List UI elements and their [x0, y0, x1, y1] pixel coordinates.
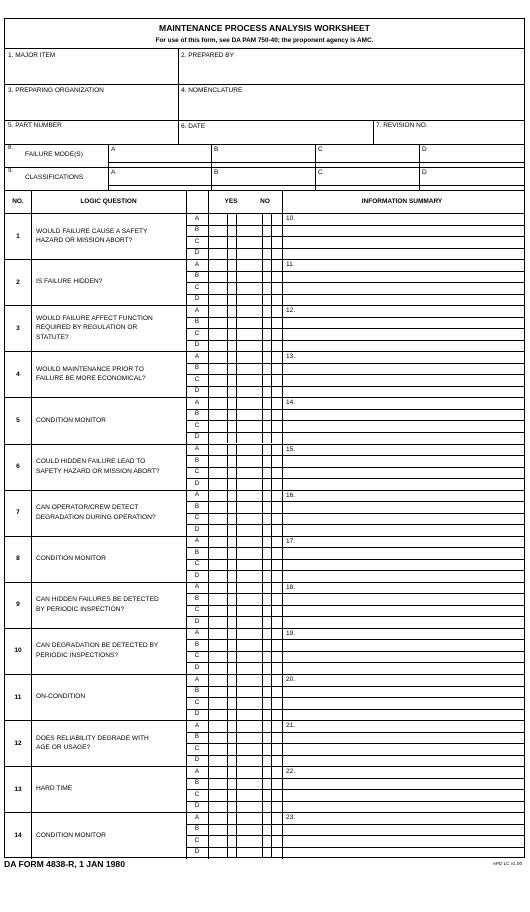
yes-checkbox[interactable]: [227, 789, 237, 801]
information-summary-number: 19.: [286, 629, 296, 637]
no-checkbox[interactable]: [262, 697, 272, 709]
form-identifier: DA FORM 4838-R, 1 JAN 1980: [4, 859, 125, 869]
no-checkbox[interactable]: [262, 743, 272, 755]
yes-checkbox[interactable]: [227, 455, 237, 467]
mode-letter: D: [194, 387, 200, 395]
no-checkbox[interactable]: [262, 513, 272, 525]
information-summary-field[interactable]: [284, 491, 520, 535]
yes-checkbox[interactable]: [227, 363, 237, 375]
no-checkbox[interactable]: [262, 374, 272, 386]
information-summary-field[interactable]: [284, 306, 520, 350]
mode-letter: A: [194, 721, 200, 729]
yes-checkbox[interactable]: [227, 513, 237, 525]
mode-letter: C: [194, 744, 200, 752]
row-number: 8: [16, 555, 20, 563]
yes-checkbox[interactable]: [227, 420, 237, 432]
no-checkbox[interactable]: [262, 801, 272, 813]
yes-checkbox[interactable]: [227, 709, 237, 721]
yes-checkbox[interactable]: [227, 282, 237, 294]
classification-field-d[interactable]: [421, 176, 520, 189]
yes-checkbox[interactable]: [227, 236, 237, 248]
mode-letter: B: [194, 640, 200, 648]
logic-question-text: CAN DEGRADATION BE DETECTED BY PERIODIC INSPECTIONS?: [36, 642, 159, 659]
yes-checkbox[interactable]: [227, 490, 237, 502]
no-checkbox[interactable]: [262, 778, 272, 790]
no-checkbox[interactable]: [262, 662, 272, 674]
no-checkbox[interactable]: [262, 351, 272, 363]
part-number-field[interactable]: [7, 129, 175, 143]
row-number: 12: [14, 739, 22, 747]
logic-question-text: CONDITION MONITOR: [36, 416, 106, 424]
yes-checkbox[interactable]: [227, 651, 237, 663]
part-number-label: 5. PART NUMBER: [8, 122, 62, 129]
major-item-field[interactable]: [7, 59, 175, 83]
mode-letter: A: [194, 583, 200, 591]
mode-letter: C: [194, 514, 200, 522]
yes-checkbox[interactable]: [227, 397, 237, 409]
no-checkbox[interactable]: [262, 386, 272, 398]
information-summary-number: 18.: [286, 583, 296, 591]
date-field[interactable]: [181, 129, 371, 143]
prepared-by-label: 2. PREPARED BY: [181, 52, 234, 59]
date-label: 6. DATE: [181, 123, 206, 130]
failure-mode-field-a[interactable]: [110, 153, 209, 166]
information-summary-number: 12.: [286, 307, 296, 315]
no-checkbox[interactable]: [262, 305, 272, 317]
yes-checkbox[interactable]: [227, 686, 237, 698]
mode-letter: A: [194, 260, 200, 268]
failure-mode-field-d[interactable]: [421, 153, 520, 166]
logic-question-text: WOULD FAILURE CAUSE A SAFETY HAZARD OR MISSION ABORT?: [36, 227, 148, 245]
mode-letter: B: [194, 226, 200, 234]
yes-checkbox[interactable]: [227, 755, 237, 767]
mode-letter: B: [194, 318, 200, 326]
no-checkbox[interactable]: [262, 317, 272, 329]
no-checkbox[interactable]: [262, 547, 272, 559]
mode-letter: B: [194, 548, 200, 556]
preparing-organization-field[interactable]: [7, 95, 175, 119]
information-summary-field[interactable]: [284, 537, 520, 581]
mode-letter: B: [194, 594, 200, 602]
mode-letter: A: [194, 537, 200, 545]
yes-checkbox[interactable]: [227, 478, 237, 490]
row-number: 10: [14, 647, 22, 655]
yes-checkbox[interactable]: [227, 835, 237, 847]
nomenclature-label: 4. NOMENCLATURE: [181, 87, 243, 94]
no-checkbox[interactable]: [262, 409, 272, 421]
mode-letter: A: [194, 214, 200, 222]
mode-letter: C: [194, 237, 200, 245]
information-summary-number: 14.: [286, 399, 296, 407]
failure-modes-number: 8.: [8, 145, 13, 151]
yes-checkbox[interactable]: [227, 305, 237, 317]
information-summary-number: 15.: [286, 445, 296, 453]
information-summary-field[interactable]: [284, 398, 520, 442]
failure-mode-field-c[interactable]: [317, 153, 417, 166]
classification-field-b[interactable]: [213, 176, 313, 189]
mode-letter: C: [194, 790, 200, 798]
mode-letter: D: [194, 341, 200, 349]
yes-checkbox[interactable]: [227, 616, 237, 628]
classification-column-c-label: C: [318, 169, 323, 176]
yes-checkbox[interactable]: [227, 766, 237, 778]
yes-checkbox[interactable]: [227, 213, 237, 225]
mode-letter: B: [194, 733, 200, 741]
mode-letter: D: [194, 295, 200, 303]
classification-column-b-label: B: [214, 169, 219, 176]
row-number: 2: [16, 278, 20, 286]
logic-question-text: WOULD FAILURE AFFECT FUNCTION REQUIRED BY REGULATION OR STATUTE?: [36, 314, 153, 341]
mode-letter: A: [194, 813, 200, 821]
row-number: 4: [16, 370, 20, 378]
no-checkbox[interactable]: [262, 755, 272, 767]
worksheet-form: [4, 18, 525, 858]
classifications-number: 9.: [8, 168, 13, 174]
information-summary-number: 17.: [286, 537, 296, 545]
mode-letter: D: [194, 249, 200, 257]
revision-no-label: 7. REVISION NO.: [376, 122, 428, 129]
classifications-label: CLASSIFICATIONS: [25, 174, 84, 181]
row-number: 3: [16, 324, 20, 332]
no-checkbox[interactable]: [262, 720, 272, 732]
mode-letter: B: [194, 410, 200, 418]
logic-question-text: CONDITION MONITOR: [36, 554, 106, 562]
mode-letter: C: [194, 468, 200, 476]
header-yes: YES: [224, 198, 238, 205]
row-number: 5: [16, 416, 20, 424]
mode-letter: C: [194, 836, 200, 844]
logic-question-text: IS FAILURE HIDDEN?: [36, 278, 103, 286]
mode-letter: B: [194, 456, 200, 464]
mode-letter: A: [194, 306, 200, 314]
yes-checkbox[interactable]: [227, 662, 237, 674]
no-checkbox[interactable]: [262, 432, 272, 444]
yes-checkbox[interactable]: [227, 259, 237, 271]
logic-question-text: CAN OPERATOR/CREW DETECT DEGRADATION DURING OPERATION?: [36, 504, 156, 521]
no-checkbox[interactable]: [262, 455, 272, 467]
mode-letter: C: [194, 375, 200, 383]
no-checkbox[interactable]: [262, 420, 272, 432]
yes-checkbox[interactable]: [227, 294, 237, 306]
major-item-label: 1. MAJOR ITEM: [8, 52, 56, 59]
yes-checkbox[interactable]: [227, 743, 237, 755]
yes-checkbox[interactable]: [227, 605, 237, 617]
yes-checkbox[interactable]: [227, 674, 237, 686]
mode-letter: C: [194, 421, 200, 429]
information-summary-field[interactable]: [284, 675, 520, 719]
yes-checkbox[interactable]: [227, 778, 237, 790]
prepared-by-field[interactable]: [181, 59, 521, 83]
yes-checkbox[interactable]: [227, 847, 237, 859]
form-version: APD LC v1.00: [492, 861, 522, 866]
no-checkbox[interactable]: [262, 651, 272, 663]
yes-checkbox[interactable]: [227, 559, 237, 571]
mode-letter: B: [194, 272, 200, 280]
yes-checkbox[interactable]: [227, 225, 237, 237]
no-checkbox[interactable]: [262, 213, 272, 225]
information-summary-field[interactable]: [284, 352, 520, 396]
mode-letter: A: [194, 491, 200, 499]
mode-letter: D: [194, 617, 200, 625]
no-checkbox[interactable]: [262, 340, 272, 352]
yes-checkbox[interactable]: [227, 432, 237, 444]
yes-checkbox[interactable]: [227, 501, 237, 513]
yes-checkbox[interactable]: [227, 732, 237, 744]
yes-checkbox[interactable]: [227, 351, 237, 363]
no-checkbox[interactable]: [262, 628, 272, 640]
yes-checkbox[interactable]: [227, 271, 237, 283]
failure-mode-column-c-label: C: [318, 146, 323, 153]
yes-checkbox[interactable]: [227, 444, 237, 456]
information-summary-field[interactable]: [284, 214, 520, 258]
header-information-summary: INFORMATION SUMMARY: [361, 198, 443, 205]
mode-letter: C: [194, 606, 200, 614]
mode-letter: B: [194, 779, 200, 787]
mode-letter: C: [194, 283, 200, 291]
mode-letter: A: [194, 398, 200, 406]
no-checkbox[interactable]: [262, 259, 272, 271]
no-checkbox[interactable]: [262, 639, 272, 651]
no-checkbox[interactable]: [262, 478, 272, 490]
yes-checkbox[interactable]: [227, 801, 237, 813]
logic-question-text: CAN HIDDEN FAILURES BE DETECTED BY PERIODIC INSPECTION?: [36, 596, 159, 613]
nomenclature-field[interactable]: [181, 95, 521, 119]
logic-question-text: WOULD MAINTENANCE PRIOR TO FAILURE BE MORE ECONOMICAL?: [36, 365, 146, 383]
mode-letter: A: [194, 445, 200, 452]
no-checkbox[interactable]: [262, 467, 272, 479]
no-checkbox[interactable]: [262, 501, 272, 513]
information-summary-field[interactable]: [284, 721, 520, 765]
no-checkbox[interactable]: [262, 674, 272, 686]
mode-letter: D: [194, 433, 200, 441]
classification-field-c[interactable]: [317, 176, 417, 189]
information-summary-number: 23.: [286, 814, 296, 822]
mode-letter: D: [194, 479, 200, 487]
no-checkbox[interactable]: [262, 236, 272, 248]
information-summary-number: 10.: [286, 215, 296, 222]
row-number: 14: [14, 831, 22, 839]
yes-checkbox[interactable]: [227, 720, 237, 732]
mode-letter: D: [194, 710, 200, 718]
information-summary-field[interactable]: [284, 583, 520, 627]
preparing-organization-label: 3. PREPARING ORGANIZATION: [8, 87, 104, 94]
header-no-answer: NO: [260, 198, 270, 205]
mode-letter: A: [194, 629, 200, 637]
yes-checkbox[interactable]: [227, 697, 237, 709]
information-summary-field[interactable]: [284, 445, 520, 489]
form-subtitle: For use of this form, see DA PAM 750-40; the proponent agency is AMC.: [155, 37, 374, 44]
no-checkbox[interactable]: [262, 605, 272, 617]
information-summary-field[interactable]: [284, 260, 520, 304]
information-summary-number: 13.: [286, 353, 296, 361]
no-checkbox[interactable]: [262, 789, 272, 801]
failure-modes-label: FAILURE MODE(S): [25, 151, 83, 158]
no-checkbox[interactable]: [262, 766, 272, 778]
no-checkbox[interactable]: [262, 363, 272, 375]
yes-checkbox[interactable]: [227, 409, 237, 421]
no-checkbox[interactable]: [262, 812, 272, 824]
yes-checkbox[interactable]: [227, 639, 237, 651]
yes-checkbox[interactable]: [227, 582, 237, 594]
no-checkbox[interactable]: [262, 824, 272, 836]
no-checkbox[interactable]: [262, 616, 272, 628]
mode-letter: D: [194, 756, 200, 764]
yes-checkbox[interactable]: [227, 317, 237, 329]
no-checkbox[interactable]: [262, 248, 272, 260]
information-summary-number: 21.: [286, 722, 296, 730]
mode-letter: A: [194, 352, 200, 360]
yes-checkbox[interactable]: [227, 386, 237, 398]
mode-letter: B: [194, 687, 200, 695]
yes-checkbox[interactable]: [227, 524, 237, 536]
row-number: 7: [16, 509, 20, 517]
information-summary-number: 11.: [286, 261, 295, 269]
no-checkbox[interactable]: [262, 593, 272, 605]
no-checkbox[interactable]: [262, 847, 272, 859]
yes-checkbox[interactable]: [227, 467, 237, 479]
yes-checkbox[interactable]: [227, 547, 237, 559]
failure-mode-column-d-label: D: [422, 146, 427, 153]
yes-checkbox[interactable]: [227, 340, 237, 352]
yes-checkbox[interactable]: [227, 374, 237, 386]
mode-letter: A: [194, 675, 200, 683]
row-number: 1: [16, 232, 20, 240]
information-summary-field[interactable]: [284, 629, 520, 673]
header-logic-question: LOGIC QUESTION: [80, 198, 137, 205]
form-title: MAINTENANCE PROCESS ANALYSIS WORKSHEET: [159, 23, 370, 33]
classification-column-a-label: A: [111, 169, 116, 176]
failure-mode-field-b[interactable]: [213, 153, 313, 166]
no-checkbox[interactable]: [262, 582, 272, 594]
failure-mode-column-b-label: B: [214, 146, 219, 153]
mode-letter: C: [194, 698, 200, 706]
no-checkbox[interactable]: [262, 570, 272, 582]
logic-question-text: DOES RELIABILITY DEGRADE WITH AGE OR USAGE?: [36, 734, 149, 752]
no-checkbox[interactable]: [262, 709, 272, 721]
no-checkbox[interactable]: [262, 686, 272, 698]
no-checkbox[interactable]: [262, 524, 272, 536]
no-checkbox[interactable]: [262, 282, 272, 294]
mode-letter: C: [194, 560, 200, 568]
yes-checkbox[interactable]: [227, 593, 237, 605]
logic-question-text: CONDITION MONITOR: [36, 831, 106, 839]
header-no: NO.: [12, 198, 24, 205]
information-summary-number: 16.: [286, 491, 296, 499]
mode-letter: D: [194, 848, 200, 856]
row-number: 9: [16, 601, 20, 609]
logic-question-text: COULD HIDDEN FAILURE LEAD TO SAFETY HAZARD OR MISSION ABORT?: [36, 458, 160, 475]
information-summary-number: 20.: [286, 676, 296, 683]
no-checkbox[interactable]: [262, 225, 272, 237]
mode-letter: D: [194, 802, 200, 810]
mode-letter: D: [194, 571, 200, 579]
classification-field-a[interactable]: [110, 176, 209, 189]
yes-checkbox[interactable]: [227, 328, 237, 340]
yes-checkbox[interactable]: [227, 570, 237, 582]
row-number: 11: [14, 693, 22, 701]
logic-question-text: ON-CONDITION: [36, 693, 86, 701]
yes-checkbox[interactable]: [227, 824, 237, 836]
row-number: 13: [14, 785, 22, 793]
yes-checkbox[interactable]: [227, 812, 237, 824]
information-summary-field[interactable]: [284, 767, 520, 811]
no-checkbox[interactable]: [262, 732, 272, 744]
mode-letter: D: [194, 663, 200, 671]
no-checkbox[interactable]: [262, 490, 272, 502]
no-checkbox[interactable]: [262, 328, 272, 340]
no-checkbox[interactable]: [262, 835, 272, 847]
no-checkbox[interactable]: [262, 444, 272, 456]
mode-letter: B: [194, 825, 200, 833]
logic-question-text: HARD TIME: [36, 785, 73, 793]
revision-no-field[interactable]: [376, 129, 521, 143]
mode-letter: B: [194, 502, 200, 510]
yes-checkbox[interactable]: [227, 628, 237, 640]
yes-checkbox[interactable]: [227, 536, 237, 548]
information-summary-number: 22.: [286, 768, 296, 776]
mode-letter: D: [194, 525, 200, 533]
mode-letter: C: [194, 652, 200, 660]
mode-letter: B: [194, 364, 200, 372]
mode-letter: C: [194, 329, 200, 337]
information-summary-field[interactable]: [284, 813, 520, 857]
yes-checkbox[interactable]: [227, 248, 237, 260]
no-checkbox[interactable]: [262, 294, 272, 306]
no-checkbox[interactable]: [262, 271, 272, 283]
failure-mode-column-a-label: A: [111, 146, 116, 153]
no-checkbox[interactable]: [262, 536, 272, 548]
row-number: 6: [16, 463, 20, 471]
no-checkbox[interactable]: [262, 397, 272, 409]
classification-column-d-label: D: [422, 169, 427, 176]
mode-letter: A: [194, 767, 200, 775]
no-checkbox[interactable]: [262, 559, 272, 571]
